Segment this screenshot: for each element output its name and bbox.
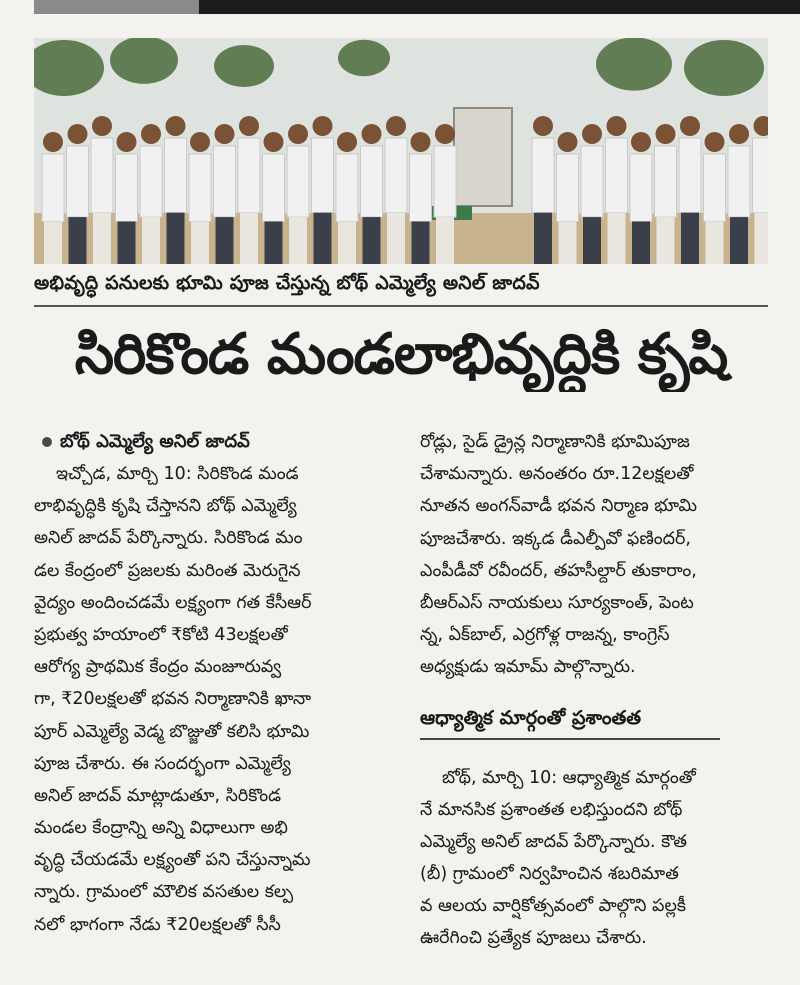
photo-tree — [596, 38, 672, 91]
person-trousers — [706, 222, 724, 265]
text-line: న్న, ఏక్‌బాల్, ఎర్రగోళ్ల రాజన్న, కాంగ్రెస్ — [420, 625, 670, 646]
person-head — [582, 124, 602, 144]
person-shirt — [336, 154, 358, 222]
subheading: ఆధ్యాత్మిక మార్గంతో ప్రశాంతత — [420, 706, 642, 729]
person-trousers — [216, 217, 234, 264]
photo-tree — [684, 40, 764, 96]
text-line: డల కేంద్రంలో ప్రజలకు మరింత మెరుగైన — [34, 560, 301, 581]
person-head — [656, 124, 676, 144]
person-shirt — [312, 138, 334, 213]
person-head — [264, 132, 284, 152]
person-head — [705, 132, 725, 152]
person-shirt — [361, 146, 383, 217]
person-shirt — [263, 154, 285, 222]
text-line: రోడ్లు, సైడ్ డ్రైన్ల నిర్మాణానికి భూమిపూజ — [420, 432, 690, 452]
person-shirt — [91, 138, 113, 213]
person-shirt — [581, 146, 603, 217]
person-trousers — [436, 217, 454, 264]
text-line: మండల కేంద్రాన్ని అన్ని విధాలుగా అభి — [34, 818, 288, 839]
text-line: నే మానసిక ప్రశాంతత లభిస్తుందని బోథ్ — [420, 799, 683, 820]
person-head — [68, 124, 88, 144]
byline-text: బోథ్ ఎమ్మెల్యే అనిల్ జాదవ్ — [60, 431, 250, 452]
photo-tree — [214, 45, 274, 87]
text-line: లాభివృద్ధికి కృషి చేస్తానని బోథ్ ఎమ్మెల్యే — [34, 496, 297, 517]
person-trousers — [363, 217, 381, 264]
text-line: వృద్ధి చేయడమే లక్ష్యంతో పని చేస్తున్నామ — [34, 850, 311, 871]
caption-divider — [34, 305, 768, 307]
top-bar — [34, 0, 800, 14]
photo-tree — [338, 40, 390, 76]
person-head — [680, 116, 700, 136]
photo-tree — [110, 38, 178, 84]
person-trousers — [534, 213, 552, 264]
person-trousers — [387, 213, 405, 264]
person-shirt — [606, 138, 628, 213]
person-head — [362, 124, 382, 144]
photo-illustration — [34, 38, 768, 264]
text-line: పూజచేశారు. ఇక్కడ డీఎల్పీవో ఫణిందర్, — [420, 528, 691, 549]
person-trousers — [755, 213, 769, 264]
person-head — [288, 124, 308, 144]
text-line: నూతన అంగన్‌వాడీ భవన నిర్మాణ భూమి — [420, 496, 697, 517]
person-trousers — [412, 222, 430, 265]
person-shirt — [42, 154, 64, 222]
person-shirt — [385, 138, 407, 213]
top-bar-accent — [34, 0, 199, 14]
person-shirt — [532, 138, 554, 213]
person-trousers — [44, 222, 62, 265]
person-head — [313, 116, 333, 136]
person-trousers — [681, 213, 699, 264]
person-trousers — [632, 222, 650, 265]
person-head — [190, 132, 210, 152]
person-head — [607, 116, 627, 136]
person-trousers — [167, 213, 185, 264]
person-trousers — [338, 222, 356, 265]
person-trousers — [118, 222, 136, 265]
text-line: న్నారు. గ్రామంలో మౌలిక వసతుల కల్ప — [34, 882, 294, 903]
bullet-icon — [42, 437, 52, 447]
person-head — [729, 124, 749, 144]
second-article-body — [420, 762, 780, 955]
person-head — [239, 116, 259, 136]
byline — [34, 426, 406, 458]
article-column-right — [420, 426, 780, 955]
person-trousers — [191, 222, 209, 265]
text-line: గా, ₹20లక్షలతో భవన నిర్మాణానికి ఖానా — [34, 689, 312, 710]
text-line: వ ఆలయ వార్షికోత్సవంలో పాల్గొని పల్లకీ — [420, 896, 687, 917]
article-body-left — [34, 458, 406, 941]
person-head — [386, 116, 406, 136]
text-line: బీఆర్ఎస్ నాయకులు సూర్యకాంత్, పెంట — [420, 592, 694, 613]
text-line: ఇచ్చోడ, మార్చి 10: సిరికొండ మండ — [56, 464, 299, 484]
person-head — [43, 132, 63, 152]
person-trousers — [314, 213, 332, 264]
text-line: ఎమ్మెల్యే అనిల్ జాదవ్ పేర్కొన్నారు. కౌత — [420, 831, 688, 852]
person-shirt — [116, 154, 138, 222]
text-line: చేశామన్నారు. అనంతరం రూ.12లక్షలతో — [420, 464, 694, 485]
text-line: నలో భాగంగా నేడు ₹20లక్షలతో సీసీ — [34, 914, 281, 935]
person-shirt — [214, 146, 236, 217]
text-line: (బీ) గ్రామంలో నిర్వహించిన శబరిమాత — [420, 864, 679, 885]
person-head — [533, 116, 553, 136]
person-shirt — [728, 146, 750, 217]
person-trousers — [583, 217, 601, 264]
person-shirt — [557, 154, 579, 222]
person-trousers — [289, 217, 307, 264]
news-photo — [34, 38, 768, 264]
person-head — [435, 124, 455, 144]
text-line: ఆరోగ్య ప్రాథమిక కేంద్రం మంజూరువ్వ — [34, 657, 282, 678]
article-column-left — [34, 426, 406, 941]
text-line: పూజ చేశారు. ఈ సందర్భంగా ఎమ్మెల్యే — [34, 753, 291, 774]
person-head — [337, 132, 357, 152]
text-line: అధ్యక్షుడు ఇమామ్ పాల్గొన్నారు. — [420, 657, 636, 678]
person-shirt — [238, 138, 260, 213]
text-line: ప్రభుత్వ హయాంలో ₹కోటి 43లక్షలతో — [34, 624, 288, 645]
person-shirt — [434, 146, 456, 217]
person-shirt — [410, 154, 432, 222]
person-trousers — [657, 217, 675, 264]
text-line: పూర్ ఎమ్మెల్యే వెడ్మ బొజ్జుతో కలిసి భూమి — [34, 721, 310, 742]
person-trousers — [93, 213, 111, 264]
photo-caption: అభివృద్ధి పనులకు భూమి పూజ చేస్తున్న బోథ్ ఎమ్మెల్యే అనిల్ జాదవ్ — [34, 272, 540, 294]
subheading-divider — [420, 738, 720, 740]
person-trousers — [142, 217, 160, 264]
person-shirt — [165, 138, 187, 213]
person-head — [411, 132, 431, 152]
person-shirt — [655, 146, 677, 217]
person-shirt — [630, 154, 652, 222]
person-shirt — [189, 154, 211, 222]
text-line: అనిల్ జాదవ్ మాట్లాడుతూ, సిరికొండ — [34, 785, 282, 806]
person-shirt — [704, 154, 726, 222]
person-head — [92, 116, 112, 136]
person-trousers — [240, 213, 258, 264]
person-shirt — [753, 138, 769, 213]
person-trousers — [608, 213, 626, 264]
person-head — [631, 132, 651, 152]
text-line: ఎంపీడీవో రవీందర్, తహసీల్దార్ తుకారాం, — [420, 560, 697, 581]
person-head — [117, 132, 137, 152]
text-line: అనిల్ జాదవ్ పేర్కొన్నారు. సిరికొండ మం — [34, 528, 303, 549]
person-head — [166, 116, 186, 136]
headline: సిరికొండ మండలాభివృద్ధికి కృషి — [74, 322, 728, 387]
person-shirt — [287, 146, 309, 217]
person-shirt — [67, 146, 89, 217]
text-line: ఊరేగించి ప్రత్యేక పూజలు చేశారు. — [420, 928, 647, 949]
foundation-stone — [454, 108, 512, 206]
person-trousers — [69, 217, 87, 264]
person-shirt — [140, 146, 162, 217]
person-head — [215, 124, 235, 144]
person-shirt — [679, 138, 701, 213]
person-head — [141, 124, 161, 144]
person-head — [558, 132, 578, 152]
person-trousers — [730, 217, 748, 264]
text-line: బోథ్, మార్చి 10: ఆధ్యాత్మిక మార్గంతో — [442, 767, 696, 788]
text-line: వైద్యం అందించడమే లక్ష్యంగా గత కేసీఆర్ — [34, 592, 312, 613]
person-trousers — [265, 222, 283, 265]
article-body-right — [420, 426, 780, 684]
person-trousers — [559, 222, 577, 265]
